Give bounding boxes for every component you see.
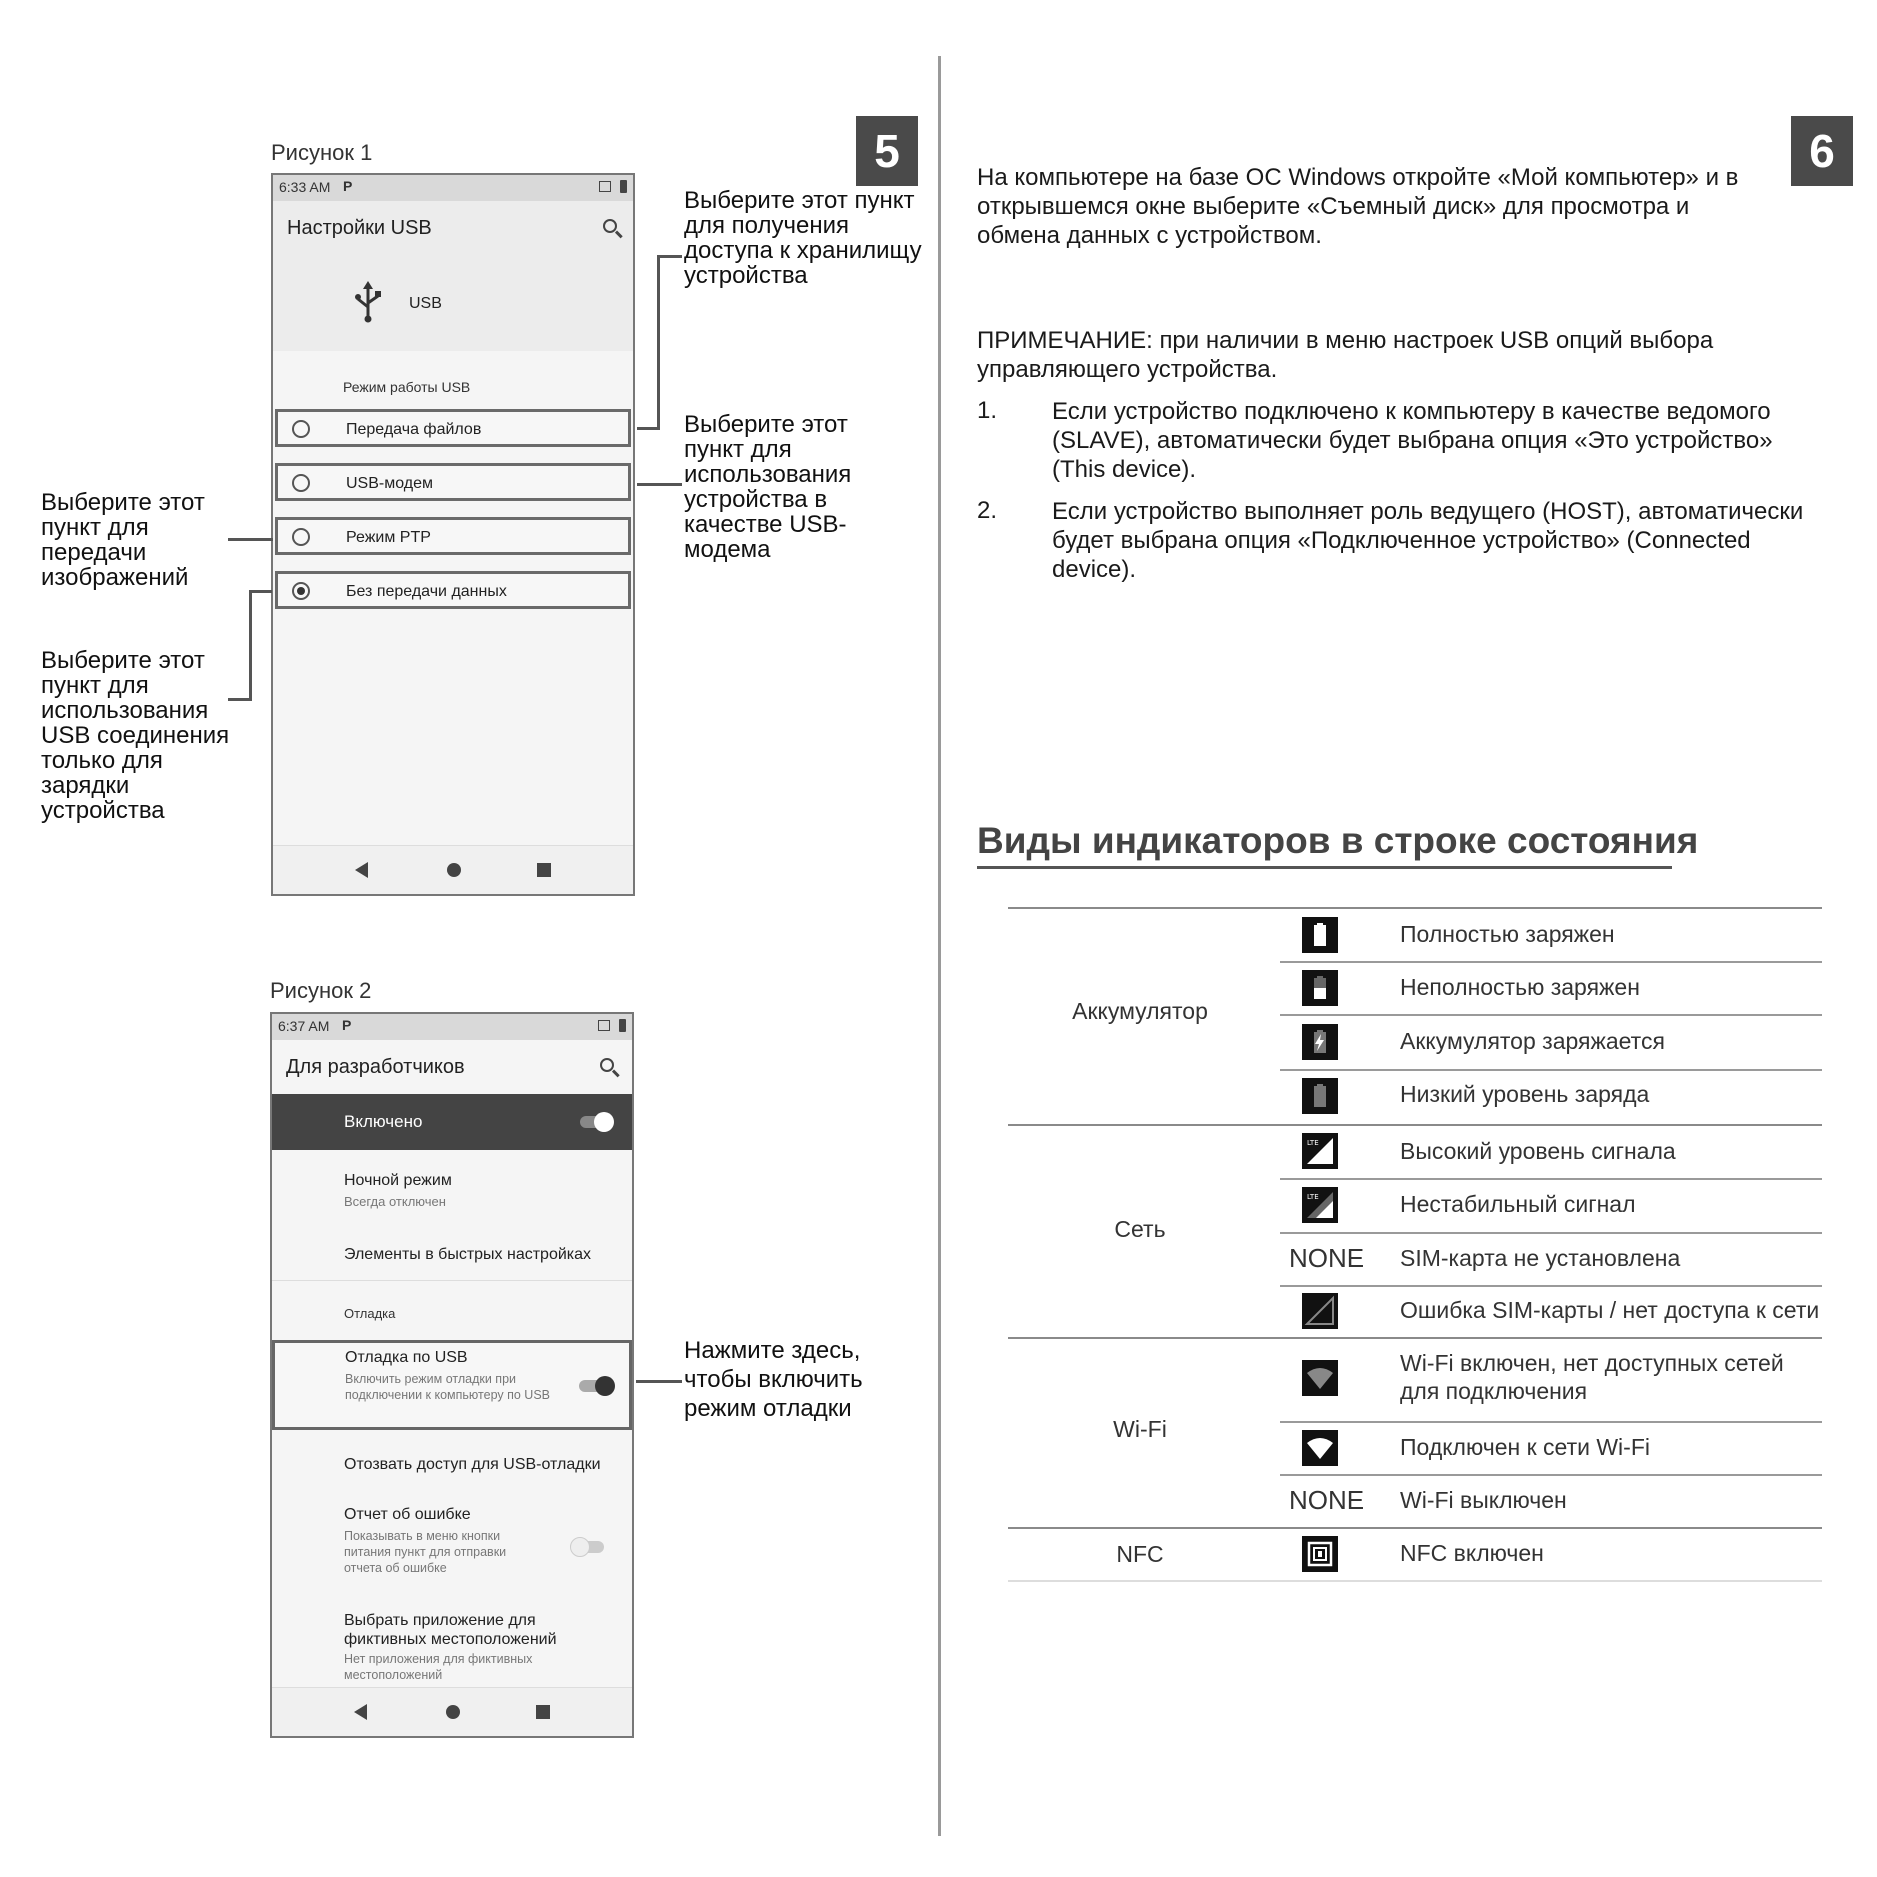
step-6-paragraph: На компьютере на базе ОС Windows откройте «Мой компьютер» и в открывшемся окне выберите «Съемный диск» для просмотра и обмена данных с устройством. bbox=[977, 164, 1739, 249]
indicator-label: SIM-карта не установлена bbox=[1400, 1245, 1681, 1271]
status-bar bbox=[272, 1014, 632, 1040]
radio-file-transfer[interactable] bbox=[292, 420, 310, 438]
p-icon: P bbox=[342, 1017, 352, 1033]
wifi-connected-icon bbox=[1302, 1430, 1338, 1466]
heading-underline bbox=[977, 866, 1672, 869]
enabled-row[interactable] bbox=[272, 1094, 632, 1150]
radio-usb-modem[interactable] bbox=[292, 474, 310, 492]
figure-2-caption: Рисунок 2 bbox=[270, 978, 372, 1003]
figure-1-caption: Рисунок 1 bbox=[271, 140, 373, 165]
indicator-row bbox=[1280, 961, 1822, 1016]
debug-section-label: Отладка bbox=[344, 1306, 396, 1321]
battery-low-icon bbox=[1302, 1078, 1338, 1114]
indicator-row bbox=[1280, 1474, 1822, 1527]
indicator-label: Подключен к сети Wi-Fi bbox=[1400, 1434, 1650, 1460]
group-label-nfc: NFC bbox=[1116, 1541, 1164, 1567]
home-icon[interactable] bbox=[446, 1705, 460, 1719]
signal-unstable-icon bbox=[1302, 1187, 1338, 1223]
svg-text:LTE: LTE bbox=[1307, 1139, 1319, 1147]
radio-ptp[interactable] bbox=[292, 528, 310, 546]
phone-developer-options bbox=[270, 1012, 634, 1738]
nfc-status-icon bbox=[599, 181, 611, 192]
list-item-text: Если устройство подключено к компьютеру в качестве ведомого (SLAVE), автоматически будет выбрана опция «Это устройство» (This device). bbox=[1052, 398, 1773, 483]
indicator-row bbox=[1280, 908, 1822, 963]
mock-location-title[interactable]: Выбрать приложение для фиктивных местоположений bbox=[344, 1612, 557, 1648]
option-label: Режим PTP bbox=[346, 529, 431, 546]
indicator-label: Неполностью заряжен bbox=[1400, 974, 1640, 1000]
callout-line bbox=[228, 538, 273, 541]
p-icon: P bbox=[343, 178, 353, 194]
search-icon[interactable] bbox=[603, 219, 617, 233]
wifi-no-network-icon bbox=[1302, 1360, 1338, 1396]
back-icon[interactable] bbox=[355, 862, 368, 878]
option-label: Без передачи данных bbox=[346, 583, 507, 600]
bug-report-title[interactable]: Отчет об ошибке bbox=[344, 1506, 471, 1523]
option-ptp[interactable] bbox=[275, 517, 631, 555]
indicator-label: NFC включен bbox=[1400, 1540, 1544, 1566]
indicator-row bbox=[1280, 1178, 1822, 1234]
indicator-label: Полностью заряжен bbox=[1400, 921, 1615, 947]
usb-icon bbox=[353, 281, 383, 323]
callout-line bbox=[228, 698, 252, 701]
nfc-icon bbox=[1302, 1536, 1338, 1572]
recent-apps-icon[interactable] bbox=[536, 1705, 550, 1719]
enabled-toggle-thumb[interactable] bbox=[594, 1112, 614, 1132]
indicator-label: Wi-Fi включен, нет доступных сетей для подключения bbox=[1400, 1350, 1784, 1404]
callout-line bbox=[636, 1380, 682, 1383]
status-time: 6:33 AM bbox=[279, 179, 331, 195]
callout-line bbox=[250, 590, 272, 593]
callout-line bbox=[637, 427, 659, 430]
battery-status-icon bbox=[619, 1019, 626, 1032]
indicator-row bbox=[1280, 1285, 1822, 1337]
bug-report-toggle-thumb[interactable] bbox=[570, 1537, 590, 1557]
group-label-battery: Аккумулятор bbox=[1072, 998, 1208, 1024]
indicator-label: Высокий уровень сигнала bbox=[1400, 1138, 1676, 1164]
indicator-label: Нестабильный сигнал bbox=[1400, 1191, 1636, 1217]
recent-apps-icon[interactable] bbox=[537, 863, 551, 877]
indicator-row bbox=[1280, 1125, 1822, 1180]
option-file-transfer[interactable] bbox=[275, 409, 631, 447]
indicator-row bbox=[1280, 1014, 1822, 1071]
status-time: 6:37 AM bbox=[278, 1018, 330, 1034]
revoke-usb-debugging[interactable]: Отозвать доступ для USB-отладки bbox=[344, 1456, 601, 1473]
svg-text:LTE: LTE bbox=[1307, 1193, 1319, 1201]
callout-line bbox=[249, 590, 252, 700]
mock-location-subtitle: Нет приложения для фиктивных местоположений bbox=[344, 1652, 533, 1682]
signal-error-icon bbox=[1302, 1293, 1338, 1329]
callout-ptp: Выберите этот пункт для передачи изображений bbox=[41, 489, 205, 591]
callout-modem: Выберите этот пункт для использования устройства в качестве USB-модема bbox=[684, 411, 852, 563]
battery-charging-icon bbox=[1302, 1024, 1338, 1060]
list-number: 2. bbox=[977, 497, 998, 524]
nfc-status-icon bbox=[598, 1020, 610, 1031]
radio-no-data[interactable] bbox=[292, 582, 310, 600]
battery-full-icon bbox=[1302, 917, 1338, 953]
step-6-badge: 6 bbox=[1791, 116, 1853, 186]
usb-debugging-subtitle: Включить режим отладки при подключении к компьютеру по USB bbox=[345, 1372, 550, 1402]
callout-line bbox=[657, 255, 660, 430]
indicators-heading: Виды индикаторов в строке состояния bbox=[977, 820, 1699, 861]
night-mode-title[interactable]: Ночной режим bbox=[344, 1172, 452, 1189]
quick-settings-item[interactable]: Элементы в быстрых настройках bbox=[344, 1246, 592, 1263]
indicator-label: Wi-Fi выключен bbox=[1400, 1487, 1567, 1513]
bug-report-subtitle: Показывать в меню кнопки питания пункт для отправки отчета об ошибке bbox=[344, 1529, 507, 1575]
list-item-text: Если устройство выполняет роль ведущего (HOST), автоматически будет выбрана опция «Подключенное устройство» (Connected device). bbox=[1052, 498, 1804, 583]
night-mode-subtitle: Всегда отключен bbox=[344, 1194, 446, 1209]
signal-high-icon bbox=[1302, 1133, 1338, 1169]
group-label-wifi: Wi-Fi bbox=[1113, 1416, 1167, 1442]
none-text: NONE bbox=[1289, 1243, 1365, 1273]
indicator-row bbox=[1280, 1421, 1822, 1476]
section-divider bbox=[272, 1280, 632, 1281]
indicator-row bbox=[1280, 1232, 1822, 1287]
home-icon[interactable] bbox=[447, 863, 461, 877]
page-title: Для разработчиков bbox=[286, 1056, 465, 1078]
indicator-label: Ошибка SIM-карты / нет доступа к сети bbox=[1400, 1297, 1820, 1323]
nav-bar bbox=[273, 845, 633, 894]
battery-status-icon bbox=[620, 180, 627, 193]
usb-label: USB bbox=[409, 295, 442, 312]
status-bar bbox=[273, 175, 633, 201]
callout-debug: Нажмите здесь, чтобы включить режим отладки bbox=[684, 1337, 863, 1422]
enabled-label: Включено bbox=[344, 1112, 423, 1131]
usb-mode-section-label: Режим работы USB bbox=[343, 379, 471, 395]
callout-line bbox=[637, 483, 682, 486]
phone-usb-settings bbox=[271, 173, 635, 896]
option-no-data[interactable] bbox=[275, 571, 631, 609]
option-usb-modem[interactable] bbox=[275, 463, 631, 501]
battery-partial-icon bbox=[1302, 970, 1338, 1006]
callout-file-transfer: Выберите этот пункт для получения доступа к хранилищу устройства bbox=[684, 187, 922, 289]
option-label: Передача файлов bbox=[346, 421, 482, 438]
callout-line bbox=[657, 255, 682, 258]
usb-debugging-row[interactable] bbox=[272, 1340, 632, 1430]
indicator-row bbox=[1280, 1338, 1822, 1423]
callout-no-data: Выберите этот пункт для использования USB соединения только для зарядки устройства bbox=[41, 647, 230, 824]
indicator-row bbox=[1280, 1528, 1822, 1580]
search-icon[interactable] bbox=[600, 1058, 614, 1072]
usb-debugging-title: Отладка по USB bbox=[345, 1349, 468, 1366]
indicator-label: Низкий уровень заряда bbox=[1400, 1081, 1650, 1107]
table-bottom-line bbox=[1008, 1580, 1822, 1582]
page-divider bbox=[938, 56, 941, 1836]
group-label-network: Сеть bbox=[1114, 1216, 1166, 1242]
indicator-row bbox=[1280, 1069, 1822, 1124]
back-icon[interactable] bbox=[354, 1704, 367, 1720]
nav-bar bbox=[272, 1687, 632, 1736]
option-label: USB-модем bbox=[346, 475, 434, 492]
step-5-badge: 5 bbox=[856, 116, 918, 186]
usb-debugging-toggle-thumb[interactable] bbox=[595, 1376, 615, 1396]
none-text: NONE bbox=[1289, 1485, 1365, 1515]
list-number: 1. bbox=[977, 397, 998, 424]
page-title: Настройки USB bbox=[287, 217, 432, 239]
step-6-note: ПРИМЕЧАНИЕ: при наличии в меню настроек USB опций выбора управляющего устройства. bbox=[977, 327, 1714, 383]
indicator-label: Аккумулятор заряжается bbox=[1400, 1028, 1665, 1054]
